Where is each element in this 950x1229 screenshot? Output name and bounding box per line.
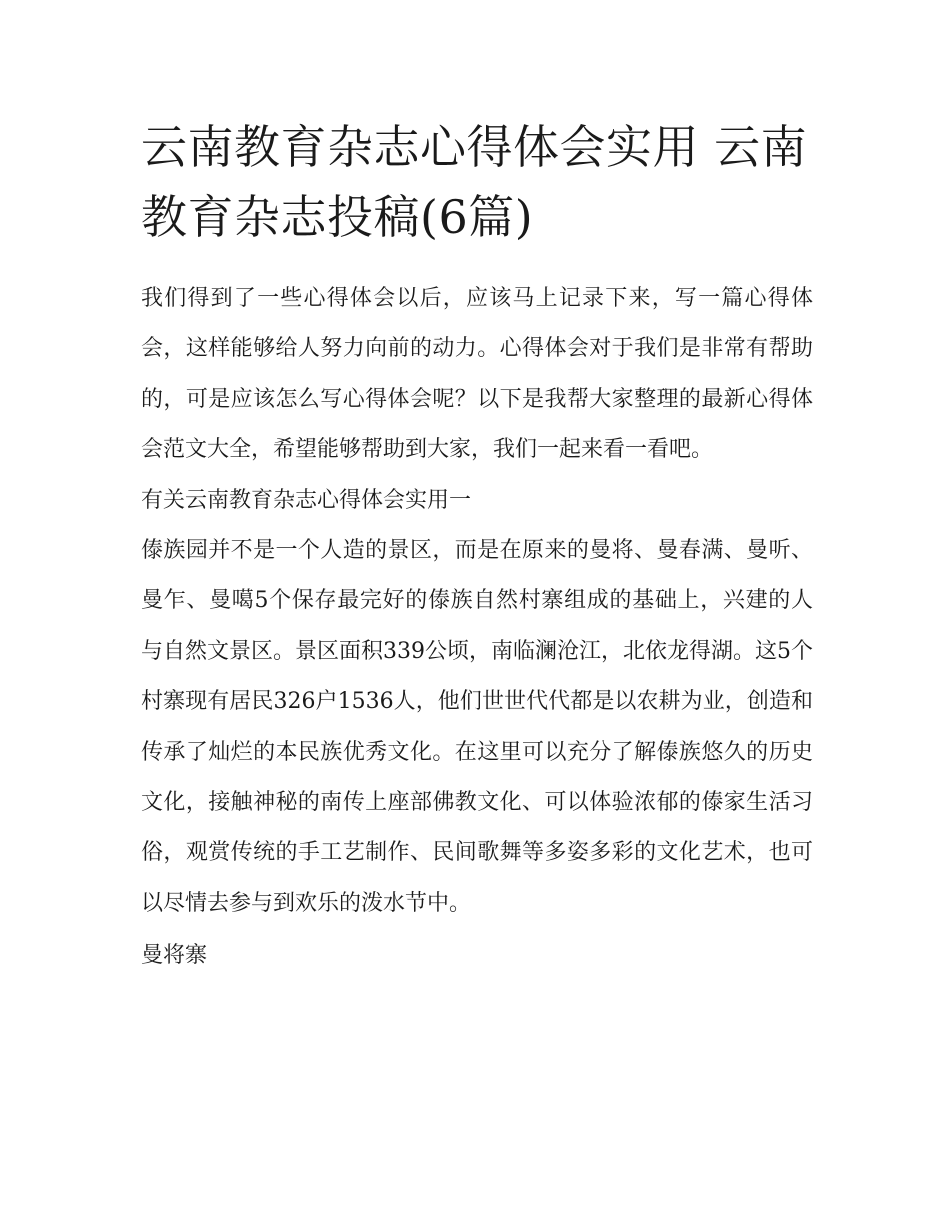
intro-paragraph: 我们得到了一些心得体会以后，应该马上记录下来，写一篇心得体会，这样能够给人努力向前的动力。心得体会对于我们是非常有帮助的，可是应该怎么写心得体会呢？以下是我帮大家整理的最新心得体会范文大全，希望能够帮助到大家，我们一起来看一看吧。 [141,286,813,463]
body-paragraph: 傣族园并不是一个人造的景区，而是在原来的曼将、曼春满、曼听、曼乍、曼噶5个保存最完好的傣族自然村寨组成的基础上，兴建的人与自然文景区。景区面积339公顷，南临澜沧江，北依龙得湖。这5个村寨现有居民326户1536人，他们世世代代都是以农耕为业，创造和传承了灿烂的本民族优秀文化。在这里可以充分了解傣族悠久的历史文化，接触神秘的南传上座部佛教文化、可以体验浓郁的傣家生活习俗，观赏传统的手工艺制作、民间歌舞等多姿多彩的文化艺术，也可以尽情去参与到欢乐的泼水节中。 [141,538,813,916]
document-content [141,112,813,982]
sub-heading: 曼将寨 [141,943,208,969]
section-heading: 有关云南教育杂志心得体会实用一 [141,487,472,513]
document-title: 云南教育杂志心得体会实用 云南教育杂志投稿(6篇) [141,120,808,244]
